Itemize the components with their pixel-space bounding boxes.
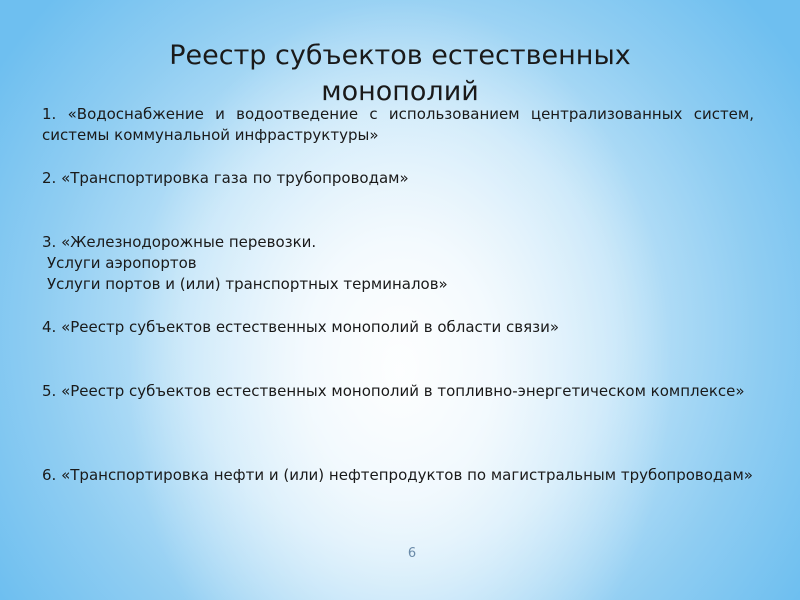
list-item-text: 5. «Реестр субъектов естественных монополий в топливно-энергетическом комплексе»: [42, 382, 745, 400]
list-item-4: [42, 317, 754, 338]
slide-title: [100, 38, 700, 110]
list-item-text: 6. «Транспортировка нефти и (или) нефтепродуктов по магистральным трубопроводам»: [42, 466, 753, 484]
list-item-text: 3. «Железнодорожные перевозки.: [42, 233, 317, 251]
list-item-text: 4. «Реестр субъектов естественных монополий в области связи»: [42, 318, 560, 336]
list-item-5: [42, 381, 754, 402]
list-item-subline: Услуги аэропортов: [47, 254, 197, 272]
list-item-subline: Услуги портов и (или) транспортных терминалов»: [47, 275, 448, 293]
page-number: 6: [407, 546, 417, 561]
list-item-2: [42, 168, 754, 189]
list-item-6: [42, 465, 754, 486]
title-line-2: монополий: [321, 76, 479, 107]
title-line-1: Реестр субъектов естественных: [169, 40, 631, 71]
list-item-1: [42, 104, 754, 146]
list-item-3: [42, 232, 754, 295]
list-item-text: 2. «Транспортировка газа по трубопроводам»: [42, 169, 409, 187]
list-item-text: 1. «Водоснабжение и водоотведение с использованием централизованных систем, системы коммунальной инфраструктуры»: [42, 105, 754, 144]
